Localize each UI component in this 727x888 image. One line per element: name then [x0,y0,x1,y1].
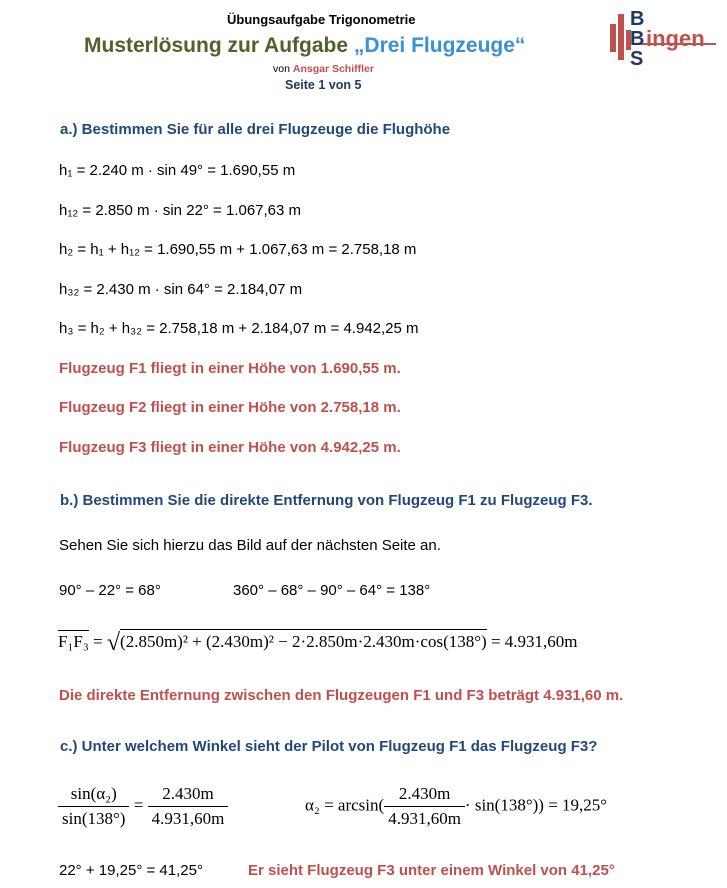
angle-calc-68: 90° – 22° = 68° [59,582,161,599]
frac2-numerator: 2.430m [162,784,214,803]
fraction-alpha [384,784,465,829]
result-f2-height: Flugzeug F2 fliegt in einer Höhe von 2.758,18 m. [59,399,401,416]
alpha-rest: · sin(138°)) = 19,25° [464,795,608,815]
calc-h12: h₁₂ = 2.850 m · sin 22° = 1.067,63 m [59,202,302,219]
sqrt-icon: √ [106,630,121,656]
result-distance: Die direkte Entfernung zwischen den Flugzeugen F1 und F3 beträgt 4.931,60 m. [59,687,624,704]
calc-h32: h₃₂ = 2.430 m · sin 64° = 2.184,07 m [59,281,303,298]
title-main: Musterlösung zur Aufgabe [84,34,354,57]
result-f3-height: Flugzeug F3 fliegt in einer Höhe von 4.942,25 m. [59,439,401,456]
angle-sum: 22° + 19,25° = 41,25° [59,862,203,879]
formula-equals: = [88,632,107,651]
task-c-heading: c.) Unter welchem Winkel sieht der Pilot von Flugzeug F1 das Flugzeug F3? [60,738,598,755]
task-a-heading: a.) Bestimmen Sie für alle drei Flugzeuge die Flughöhe [60,121,451,138]
author-line [273,63,374,75]
alpha-lhs: α₂ = arcsin( [305,795,385,815]
formula-result: = 4.931,60m [486,632,578,651]
distance-formula [58,630,578,657]
frac1-numerator: sin(α₂) [70,784,117,803]
author-name: Ansgar Schiffler [292,63,374,75]
logo-letter-b1: B [630,8,645,30]
segment-f1f3: F₁F₃ [58,632,89,651]
alpha-equation [305,784,607,829]
calc-h2: h₂ = h₁ + h₁₂ = 1.690,55 m + 1.067,63 m = 2.758,18 m [59,241,417,258]
page-number: Seite 1 von 5 [285,78,362,92]
author-prefix: von [273,63,293,75]
page-title [84,34,525,58]
logo-letter-b2: B [630,28,645,50]
bbs-bingen-logo [608,10,718,74]
frac1-denominator: sin(138°) [58,806,129,829]
frac2-denominator: 4.931,60m [148,806,229,829]
formula-radicand: (2.850m)² + (2.430m)² − 2·2.850m·2.430m·cos(138°) [120,629,487,651]
calc-h3: h₃ = h₂ + h₃₂ = 2.758,18 m + 2.184,07 m = 4.942,25 m [59,320,419,337]
alpha-numerator: 2.430m [398,784,451,803]
angle-calc-138: 360° – 68° – 90° – 64° = 138° [233,582,431,599]
hint-next-page: Sehen Sie sich hierzu das Bild auf der nächsten Seite an. [59,537,441,554]
sine-ratio-equation: $\frac{\text{sin(α₂)}}{\sin(138^\circ)}$ = $\frac{2.430m}{4.931,60m}$ [58,784,228,829]
title-quote: „Drei Flugzeuge“ [353,34,526,57]
calc-h1: h₁ = 2.240 m · sin 49° = 1.690,55 m [59,162,296,179]
fraction-side-ratio [148,784,229,829]
alpha-denominator: 4.931,60m [384,806,465,829]
logo-text: ingen [646,26,705,51]
exercise-subtitle: Übungsaufgabe Trigonometrie [227,12,416,27]
result-angle: Er sieht Flugzeug F3 unter einem Winkel von 41,25° [248,862,615,879]
fraction-sin-ratio [58,784,129,829]
result-f1-height: Flugzeug F1 fliegt in einer Höhe von 1.690,55 m. [59,360,401,377]
logo-letter-s: S [630,48,644,70]
task-b-heading: b.) Bestimmen Sie die direkte Entfernung von Flugzeug F1 zu Flugzeug F3. [60,492,593,509]
